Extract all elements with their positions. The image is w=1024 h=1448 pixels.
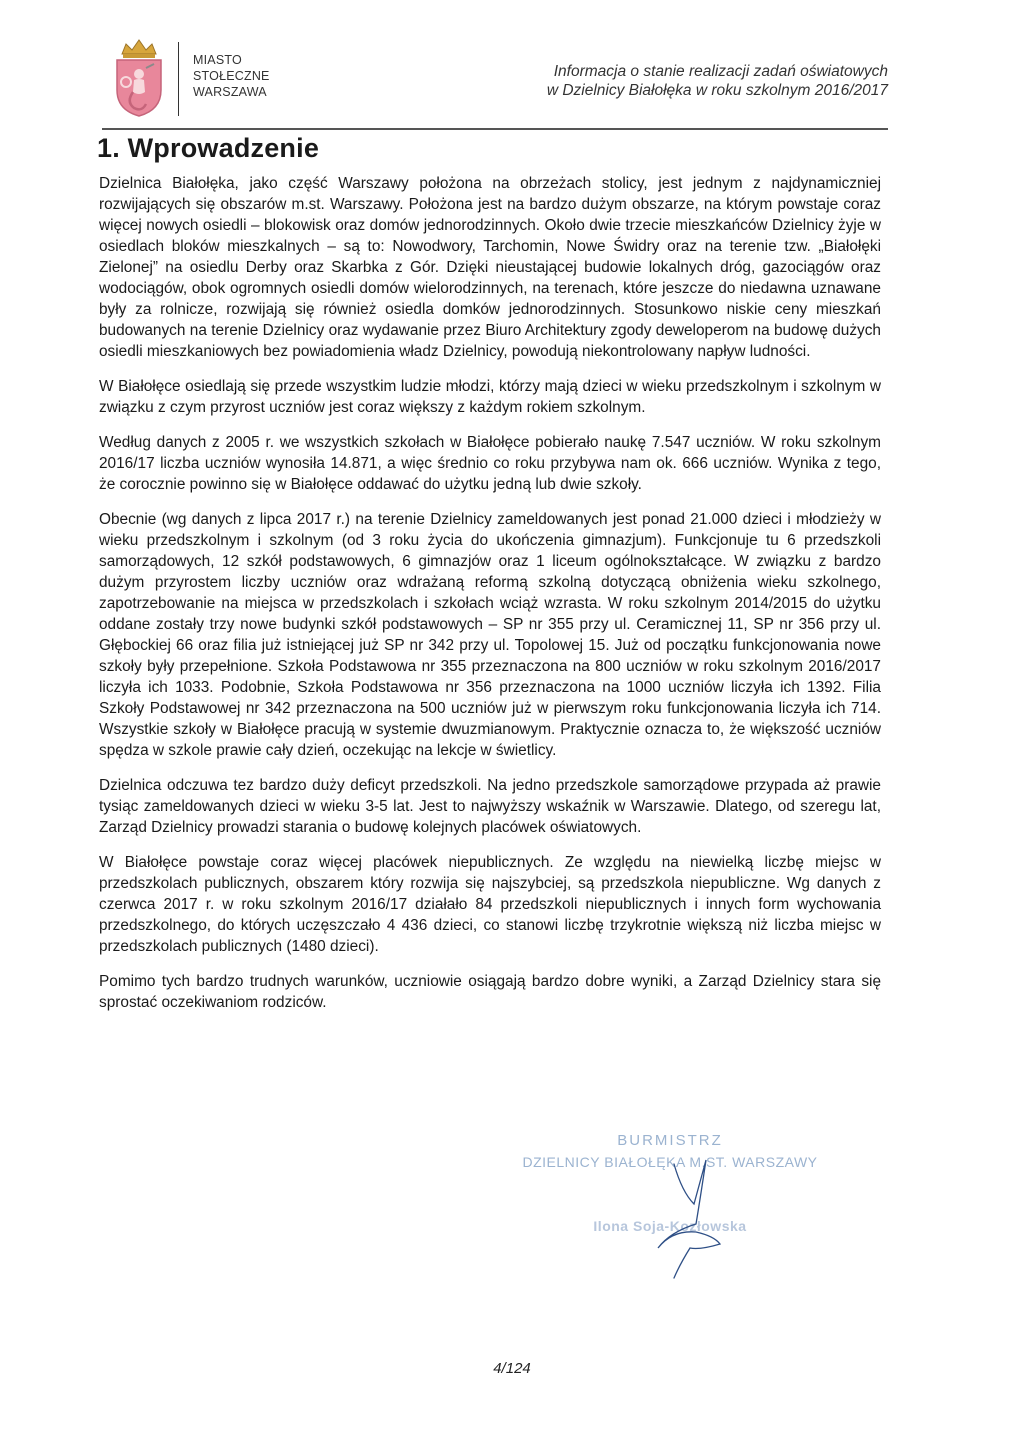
paragraph-1: Dzielnica Białołęka, jako część Warszawy położona na obrzeżach stolicy, jest jednym z najdynamiczniej rozwijających się obszarów m.st. Warszawy. Położona jest na bardzo dużym obszarze, na którym powstaje coraz więcej nowych osiedli – blokowisk oraz domów jednorodzinnych. Około dwie trzecie mieszkańców Dzielnicy żyje w osiedlach bloków mieszkalnych – są to: Nowodwory, Tarchomin, Nowe Świdry oraz na terenie tzw. „Białołęki Zielonej” na osiedlu Derby oraz Skarbka z Gór. Dzięki nieustającej budowie lokalnych dróg, gazociągów oraz wodociągów, obok ogromnych osiedli domów wielorodzinnych, na terenach, które jeszcze do niedawna uznawane były za rolnicze, rozwijają się również osiedla domków jednorodzinnych. Stosunkowo niskie ceny mieszkań budowanych na terenie Dzielnicy oraz wydawanie przez Biuro Architektury zgody deweloperom na budowę dużych osiedli mieszkaniowych bez powiadomienia władz Dzielnicy, powodują niekontrolowany napływ ludności.	[99, 175, 881, 360]
signature-block	[520, 1122, 820, 1282]
paragraph-4: Obecnie (wg danych z lipca 2017 r.) na terenie Dzielnicy zameldowanych jest ponad 21.000 dzieci i młodzieży w wieku przedszkolnym i szkolnym (od 3 roku życia do ukończenia gimnazjum). Funkcjonuje tu 6 przedszkoli samorządowych, 12 szkół podstawowych, 6 gimnazjów oraz 1 liceum ogólnokształcące. W związku z bardzo dużym przyrostem liczby uczniów oraz wdrażaną reformą szkolną dotyczącą obniżenia wieku szkolnego, zapotrzebowanie na miejsca w przedszkolach i szkołach wciąż wzrasta. W roku szkolnym 2014/2015 do użytku oddane zostały trzy nowe budynki szkół podstawowych – SP nr 355 przy ul. Ceramicznej 11, SP nr 356 przy ul. Głębockiej 66 oraz filia już istniejącej już SP nr 342 przy ul. Topolowej 15. Już od początku funkcjonowania nowe szkoły były przepełnione. Szkoła Podstawowa nr 355 przeznaczona na 800 uczniów w roku szkolnym 2016/2017 liczyła ich 1033. Podobnie, Szkoła Podstawowa nr 356 przeznaczona na 1000 uczniów liczyła ich 1392. Filia Szkoły Podstawowej nr 342 przeznaczona na 500 uczniów już w pierwszym roku funkcjonowania liczyła ich 714. Wszystkie szkoły w Białołęce pracują w systemie dwuzmianowym. Praktycznie oznacza to, że większość uczniów spędza w szkole prawie cały dzień, oczekując na lekcje w świetlicy.	[99, 511, 881, 759]
section-body	[99, 173, 881, 1027]
city-name-line-2: STOŁECZNE	[193, 69, 270, 83]
header-rule	[102, 128, 888, 130]
page-number: 4/124	[493, 1360, 531, 1377]
stamp-title: BURMISTRZ	[617, 1132, 723, 1149]
page-header	[104, 34, 890, 130]
document-title-line-2: w Dzielnicy Białołęka w roku szkolnym 2016/2017	[546, 82, 888, 99]
handwritten-signature-icon	[630, 1152, 750, 1282]
city-name-line-1: MIASTO	[193, 53, 242, 67]
document-title-line-1: Informacja o stanie realizacji zadań oświatowych	[553, 63, 888, 80]
stamp-name: Ilona Soja-Kozłowska	[593, 1218, 747, 1234]
paragraph-2: W Białołęce osiedlają się przede wszystkim ludzie młodzi, którzy mają dzieci w wieku przedszkolnym i szkolnym w związku z czym przyrost uczniów jest coraz większy z każdym rokiem szkolnym.	[99, 378, 881, 416]
warsaw-coat-of-arms-icon	[112, 38, 166, 118]
paragraph-7: Pomimo tych bardzo trudnych warunków, uczniowie osiągają bardzo dobre wyniki, a Zarząd Dzielnicy stara się sprostać oczekiwaniom rodziców.	[99, 973, 881, 1011]
paragraph-6: W Białołęce powstaje coraz więcej placówek niepublicznych. Ze względu na niewielką liczbę miejsc w przedszkolach publicznych, obszarem który rozwija się najszybciej, są przedszkola niepubliczne. Wg danych z czerwca 2017 r. w roku szkolnym 2016/17 działało 84 przedszkoli niepublicznych i innych form wychowania przedszkolnego, do których uczęszczało 4 436 dzieci, co stanowi liczbę trzykrotnie większą niż liczba miejsc w przedszkolach publicznych (1480 dzieci).	[99, 854, 881, 955]
city-name	[193, 52, 270, 100]
city-name-line-3: WARSZAWA	[193, 85, 267, 99]
section-heading: 1. Wprowadzenie	[97, 133, 320, 163]
paragraph-3: Według danych z 2005 r. we wszystkich szkołach w Białołęce pobierało naukę 7.547 uczniów. W roku szkolnym 2016/17 liczba uczniów wynosiła 14.871, a więc średnio co roku przybywa nam ok. 666 uczniów. Wynika z tego, że corocznie powinno się w Białołęce oddawać do użytku jedną lub dwie szkoły.	[99, 434, 881, 493]
document-title	[547, 62, 888, 100]
paragraph-5: Dzielnica odczuwa tez bardzo duży deficyt przedszkoli. Na jedno przedszkole samorządowe przypada aż prawie tysiąc zameldowanych dzieci w wieku 3-5 lat. Jest to najwyższy wskaźnik w Warszawie. Dlatego, od szeregu lat, Zarząd Dzielnicy prowadzi starania o budowę kolejnych placówek oświatowych.	[99, 777, 881, 836]
header-divider	[178, 42, 179, 116]
stamp-organization: DZIELNICY BIAŁOŁĘKA M.ST. WARSZAWY	[522, 1154, 818, 1170]
